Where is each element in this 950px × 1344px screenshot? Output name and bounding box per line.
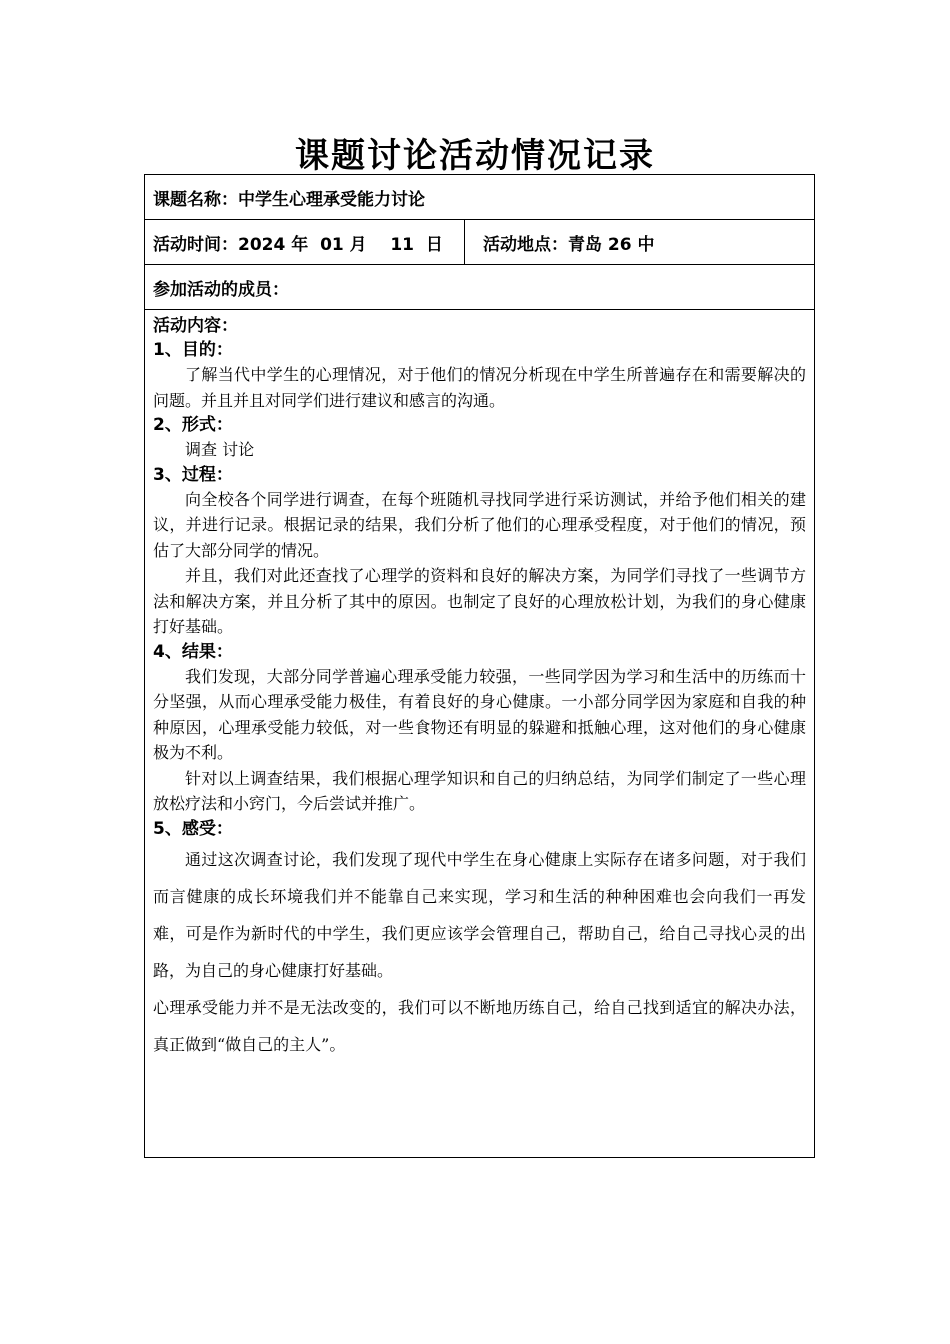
section-paragraph: 心理承受能力并不是无法改变的，我们可以不断地历练自己，给自己找到适宜的解决办法，真正做到“做自己的主人”。 xyxy=(153,997,806,1054)
section-paragraph: 我们发现，大部分同学普遍心理承受能力较强，一些同学因为学习和生活中的历练而十分坚强，从而心理承受能力极佳，有着良好的身心健康。一小部分同学因为家庭和自我的种种原因，心理承受能力较低，对一些食物还有明显的躲避和抵触心理，这对他们的身心健康极为不利。 xyxy=(153,666,806,762)
place-field: 活动地点：青岛 26 中 xyxy=(465,220,815,265)
section-paragraph: 调查 讨论 xyxy=(185,440,255,459)
time-field: 活动时间：2024 年 01 月 11 日 xyxy=(145,220,465,265)
section-paragraph: 通过这次调查讨论，我们发现了现代中学生在身心健康上实际存在诸多问题，对于我们而言健康的成长环境我们并不能靠自己来实现，学习和生活的种种困难也会向我们一再发难，可是作为新时代的中学生，我们更应该学会管理自己，帮助自己，给自己寻找心灵的出路，为自己的身心健康打好基础。 xyxy=(153,849,806,980)
members-field: 参加活动的成员： xyxy=(145,265,815,310)
section-paragraph: 了解当代中学生的心理情况，对于他们的情况分析现在中学生所普遍存在和需要解决的问题。并且并且对同学们进行建议和感言的沟通。 xyxy=(153,365,806,410)
page-title: 课题讨论活动情况记录 xyxy=(295,136,655,176)
section-paragraph: 针对以上调查结果，我们根据心理学知识和自己的归纳总结，为同学们制定了一些心理放松疗法和小窍门，今后尝试并推广。 xyxy=(153,768,806,813)
section-heading: 1、目的： xyxy=(153,340,233,360)
topic-field: 课题名称：中学生心理承受能力讨论 xyxy=(145,175,815,220)
section-paragraph: 向全校各个同学进行调查，在每个班随机寻找同学进行采访测试，并给予他们相关的建议，并进行记录。根据记录的结果，我们分析了他们的心理承受程度，对于他们的情况，预估了大部分同学的情况。 xyxy=(153,489,806,560)
section-heading: 5、感受： xyxy=(153,818,233,839)
section-heading: 3、过程： xyxy=(153,464,233,485)
section-paragraph: 并且，我们对此还查找了心理学的资料和良好的解决方案，为同学们寻找了一些调节方法和解决方案，并且分析了其中的原因。也制定了良好的心理放松计划，为我们的身心健康打好基础。 xyxy=(153,566,806,636)
section-heading: 2、形式： xyxy=(153,415,233,435)
section-heading: 4、结果： xyxy=(153,641,233,662)
content-cell xyxy=(145,310,815,1158)
record-form xyxy=(144,174,815,1158)
content-label: 活动内容： xyxy=(153,316,238,336)
